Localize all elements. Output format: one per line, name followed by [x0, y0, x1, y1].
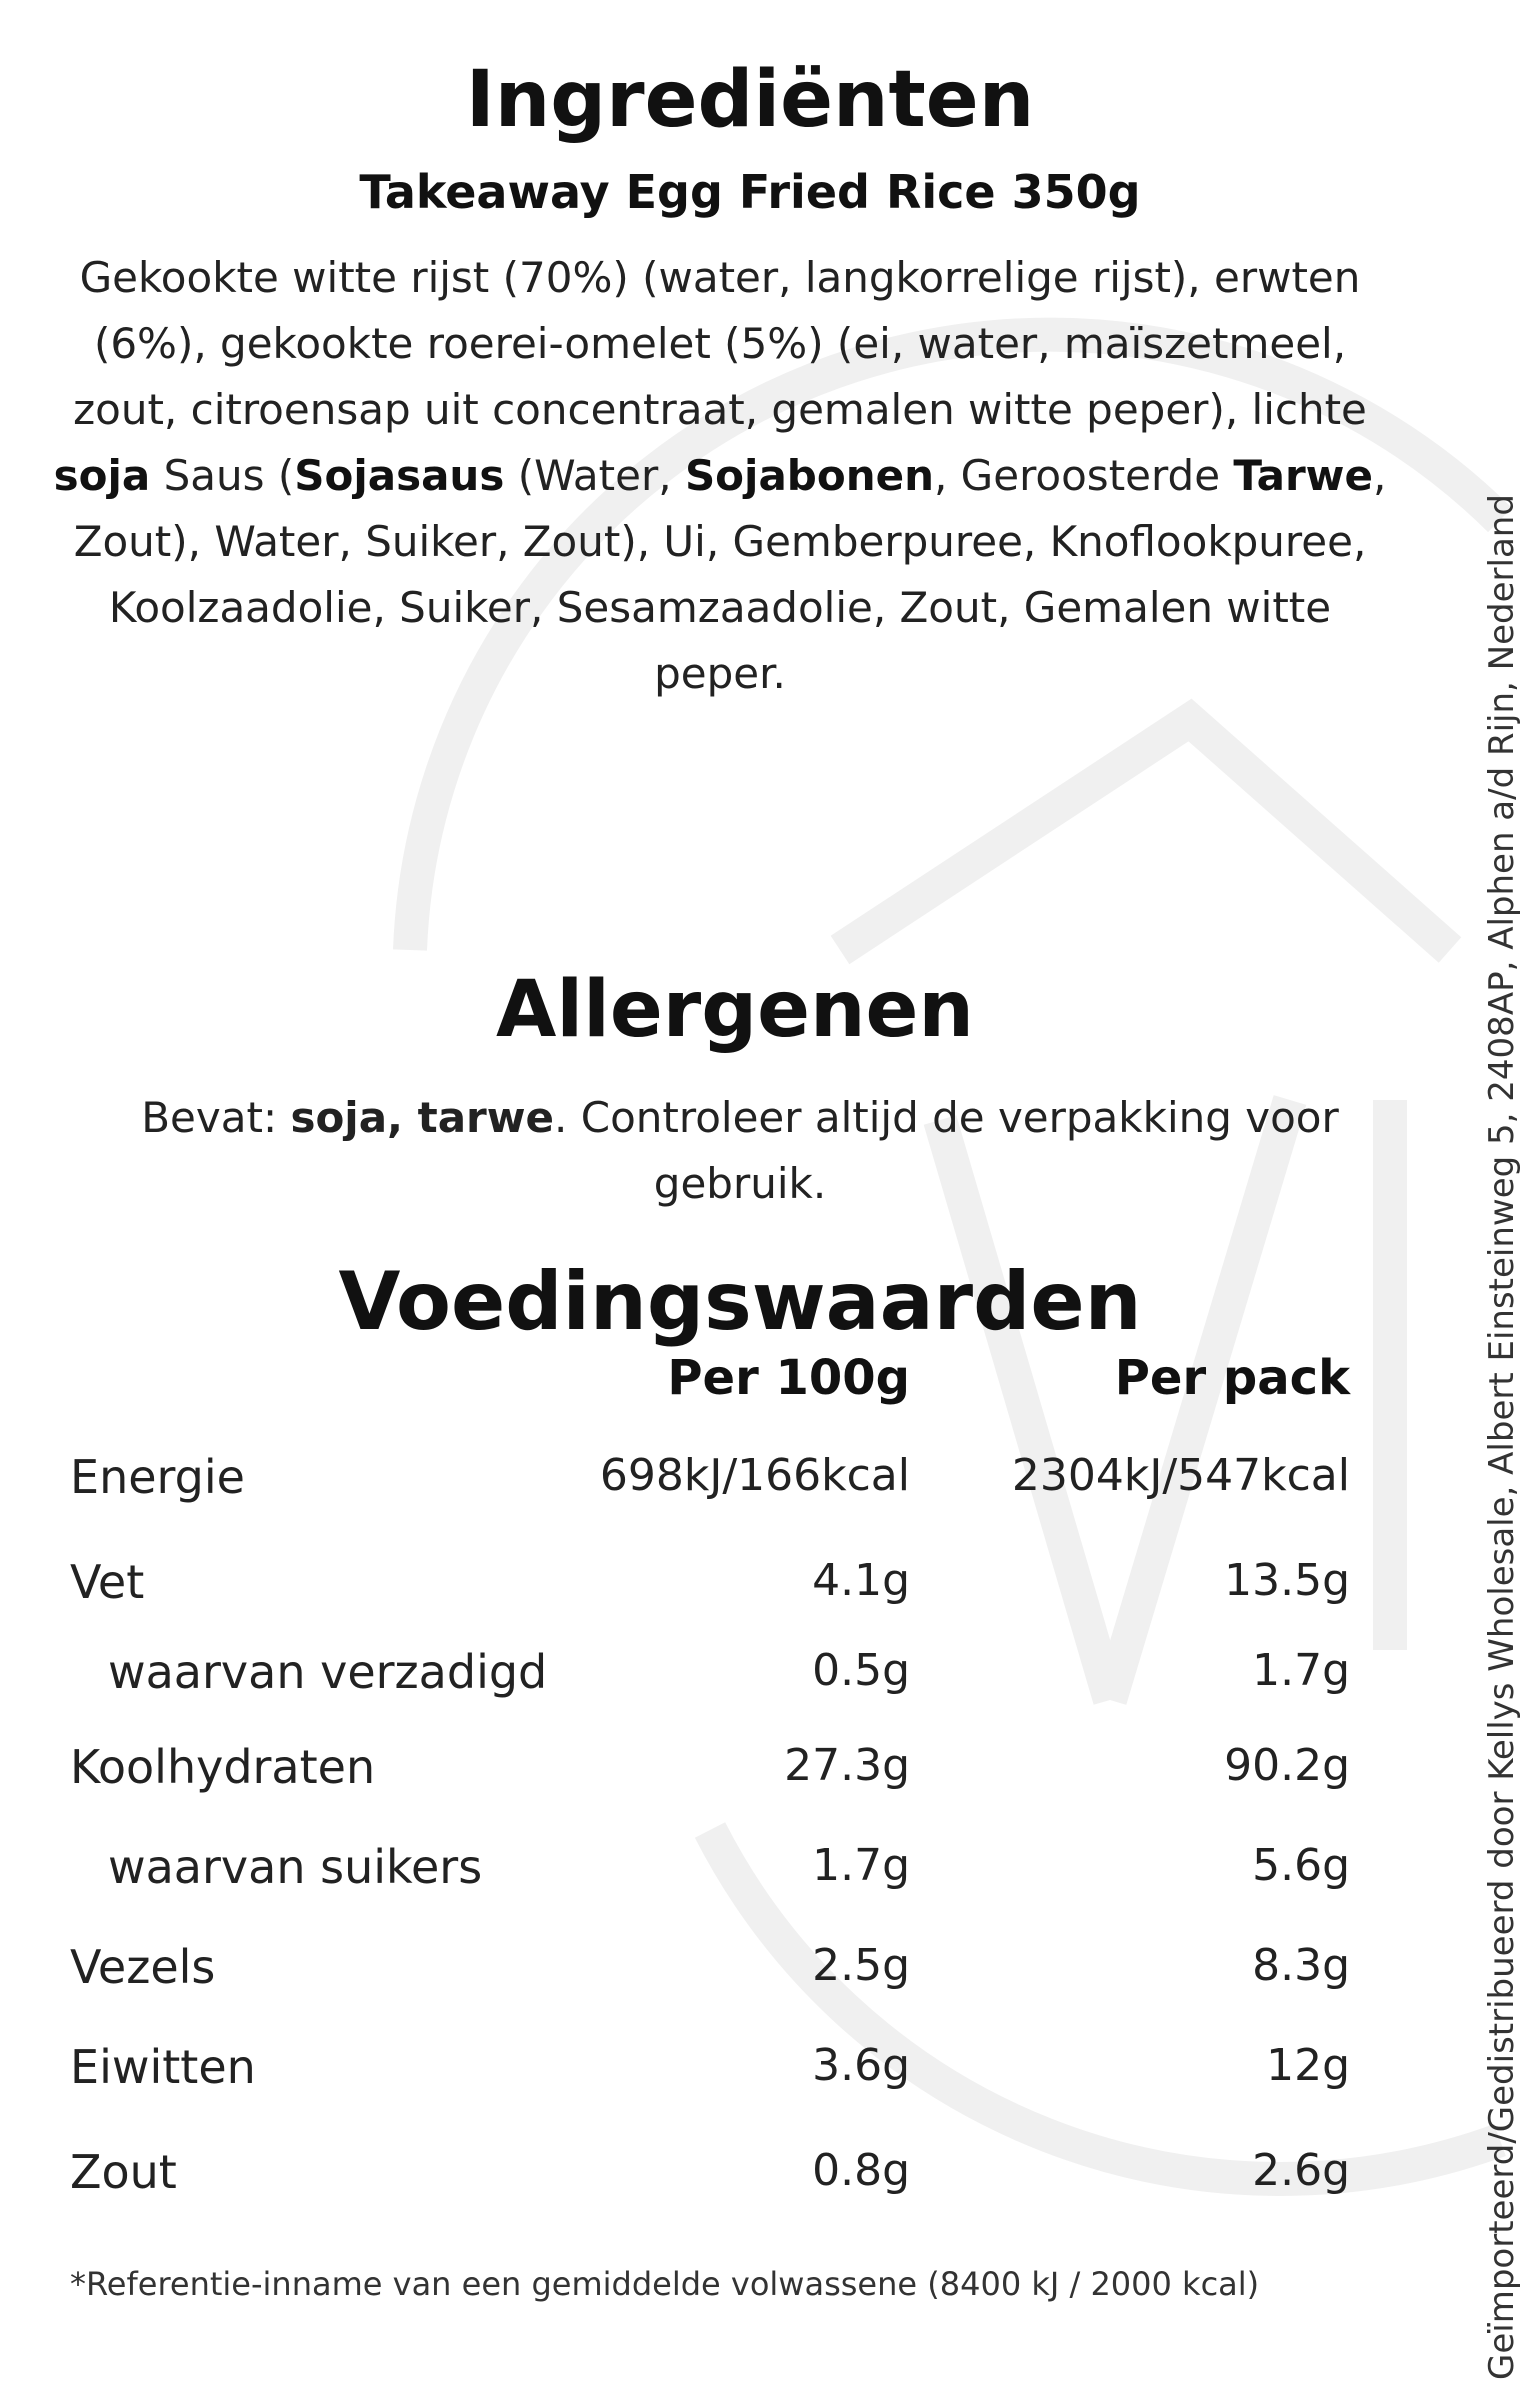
- nutrient-label: waarvan verzadigd: [108, 1645, 548, 1699]
- value-per-100g: 0.5g: [812, 1645, 910, 1696]
- value-per-100g: 3.6g: [812, 2040, 910, 2091]
- value-per-pack: 13.5g: [1224, 1555, 1350, 1606]
- value-per-pack: 12g: [1266, 2040, 1350, 2091]
- product-name: Takeaway Egg Fried Rice 350g: [359, 165, 1141, 219]
- allergens-segment: Bevat:: [141, 1093, 291, 1142]
- allergens-text: [130, 1085, 1350, 1217]
- allergens-title: Allergenen: [496, 965, 974, 1055]
- nutrient-label: Vet: [70, 1555, 145, 1609]
- value-per-100g: 1.7g: [812, 1840, 910, 1891]
- nutrition-row: [0, 1940, 1500, 2010]
- ingredients-allergen-highlight: Tarwe: [1233, 451, 1373, 500]
- ingredients-allergen-highlight: Sojasaus: [294, 451, 505, 500]
- nutrition-title: Voedingswaarden: [338, 1255, 1142, 1348]
- nutrition-row: [0, 2040, 1500, 2110]
- nutrient-label: Eiwitten: [70, 2040, 256, 2094]
- nutrient-label: Energie: [70, 1450, 245, 1504]
- column-header-per-pack: Per pack: [1114, 1350, 1350, 1406]
- column-header-per-100g: Per 100g: [667, 1350, 910, 1406]
- value-per-pack: 1.7g: [1252, 1645, 1350, 1696]
- value-per-100g: 4.1g: [812, 1555, 910, 1606]
- value-per-pack: 90.2g: [1224, 1740, 1350, 1791]
- value-per-pack: 5.6g: [1252, 1840, 1350, 1891]
- value-per-pack: 8.3g: [1252, 1940, 1350, 1991]
- ingredients-segment: , Geroosterde: [933, 451, 1234, 500]
- value-per-pack: 2.6g: [1252, 2145, 1350, 2196]
- ingredients-allergen-highlight: soja: [53, 451, 151, 500]
- ingredients-allergen-highlight: Sojabonen: [684, 451, 934, 500]
- ingredients-segment: (Water,: [504, 451, 685, 500]
- ingredients-text: [40, 245, 1400, 707]
- value-per-100g: 0.8g: [812, 2145, 910, 2196]
- allergens-allergen-highlight: soja, tarwe: [290, 1093, 555, 1142]
- value-per-100g: 2.5g: [812, 1940, 910, 1991]
- nutrition-row: [0, 1555, 1500, 1625]
- value-per-100g: 27.3g: [784, 1740, 910, 1791]
- ingredients-segment: , Zout), Water, Suiker, Zout), Ui, Gemberpuree, Knoflookpuree, Koolzaadolie, Suiker, Sesamzaadolie, Zout, Gemalen witte peper.: [73, 451, 1387, 698]
- ingredients-segment: Saus (: [150, 451, 295, 500]
- nutrient-label: Koolhydraten: [70, 1740, 376, 1794]
- nutrition-row: [0, 1840, 1500, 1910]
- nutrition-row: [0, 1450, 1500, 1520]
- importer-address: Geïmporteerd/Gedistribueerd door Kellys Wholesale, Albert Einsteinweg 5, 2408AP, Alphen a/d Rijn, Nederland: [1482, 494, 1522, 2380]
- nutrient-label: Zout: [70, 2145, 177, 2199]
- value-per-100g: 698kJ/166kcal: [599, 1450, 910, 1501]
- reference-intake-footnote: *Referentie-inname van een gemiddelde volwassene (8400 kJ / 2000 kcal): [70, 2265, 1260, 2303]
- nutrition-row: [0, 1645, 1500, 1715]
- nutrition-row: [0, 1740, 1500, 1810]
- nutrient-label: Vezels: [70, 1940, 216, 1994]
- ingredients-segment: Gekookte witte rijst (70%) (water, langkorrelige rijst), erwten (6%), gekookte roerei-omelet (5%) (ei, water, maïszetmeel, zout, citroensap uit concentraat, gemalen witte peper), lichte: [73, 253, 1367, 434]
- allergens-segment: . Controleer altijd de verpakking voor gebruik.: [554, 1093, 1339, 1208]
- value-per-pack: 2304kJ/547kcal: [1011, 1450, 1350, 1501]
- nutrition-row: [0, 2145, 1500, 2215]
- ingredients-title: Ingrediënten: [465, 55, 1035, 145]
- nutrient-label: waarvan suikers: [108, 1840, 483, 1894]
